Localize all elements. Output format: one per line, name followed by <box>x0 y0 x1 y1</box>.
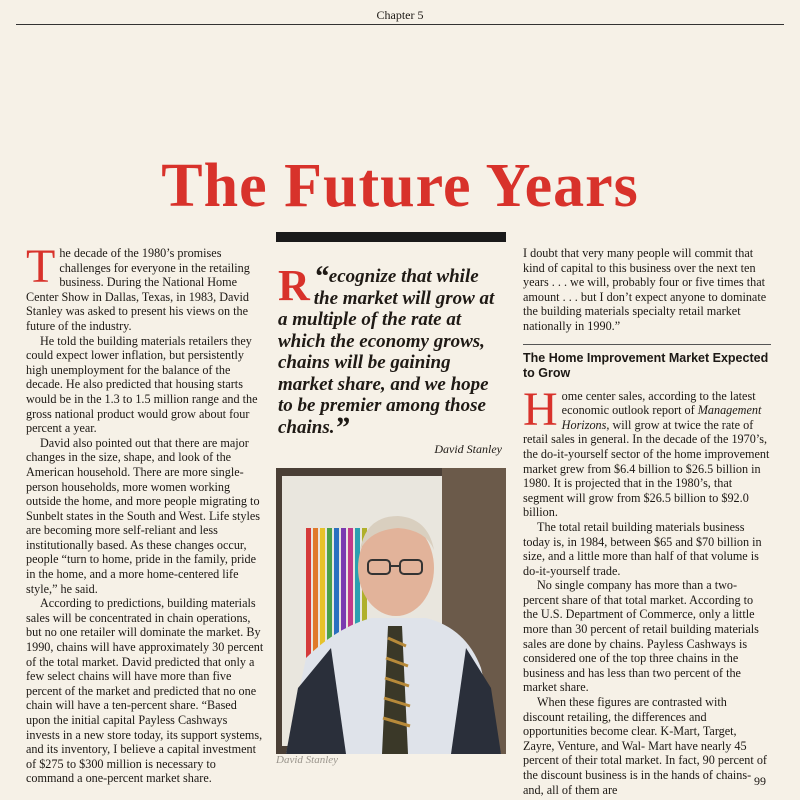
publication-title: Management Horizons, <box>561 403 762 432</box>
drop-cap: H <box>523 382 558 436</box>
page-number: 99 <box>754 774 766 788</box>
photo-caption: David Stanley <box>276 754 339 766</box>
drop-cap: T <box>26 240 56 293</box>
paragraph <box>26 240 264 334</box>
section-rule <box>523 344 771 345</box>
quote-attribution: David Stanley <box>434 442 502 456</box>
paragraph: No single company has more than a two- percent share of that total market. According to the U.S. Department of Commerce, only a little more than 30 percent of retail building materials sales are done by chains. Payless Cashways is considered one of the top three chains in the business and has less than two percent of the market share. <box>523 578 759 695</box>
pull-quote-bar <box>276 232 506 242</box>
paragraph: David also pointed out that there are major changes in the size, shape, and look of the American household. There are more single-person households, more women working outside the home, and more people migrating to Sunbelt states in the South and West. Life styles are becoming more self-reliant and less institutionally based. As these changes occur, people “turn to home, pride in the family, pride in the home, and a more home-centered life style,” he said. <box>26 435 261 596</box>
pull-quote <box>278 260 502 444</box>
header-rule <box>16 24 784 25</box>
close-quote-mark: ” <box>334 410 350 444</box>
quote-initial: R <box>278 261 310 310</box>
quote-text: ecognize that while the market will grow at a multiple of the rate at which the economy grows, chains will be gaining market share, and we hope to be premier among those chains. <box>278 266 495 438</box>
paragraph: I doubt that very many people will commit that kind of capital to this business over the next ten years . . . we will, probably four or five times that amount . . . but I don’t expect anyone to dominate the building materials specialty retail market nationally in 1990.” <box>523 246 767 333</box>
paragraph-text: will grow at twice the rate of retail sales in general. In the decade of the 1970’s, the do-it-yourself sector of the home improvement market grew from $6.4 billion to $26.5 billion in 1980. It is projected that in the 1980’s, that segment will grow from $26.5 billion to $92.0 billion. <box>523 417 770 520</box>
paragraph: According to predictions, building materials sales will be concentrated in chain operations, but no one retailer will dominate the market. By 1990, chains will have approximately 30 percent of the total market. David predicted that only a few select chains will have more than five percent of the market and predicted that no one chain will have a ten-percent share. “Based upon the initial capital Payless Cashways invests in a new store today, its support systems, and its inventory, I believe a capital investment of $275 to $300 million is necessary to command a one-percent market share. <box>26 596 264 786</box>
chapter-header: Chapter 5 <box>376 8 424 22</box>
paragraph-text: ome center sales, according to the latest economic outlook report of <box>561 388 756 418</box>
paragraph: When these figures are contrasted with discount retailing, the differences and opportunities become clear. K-Mart, Target, Zayre, Venture, and Wal- Mart have nearly 45 percent of their total market. In fact, 90 percent of the discount business is in the hands of chains-and, all of them are <box>523 695 767 797</box>
paragraph-text: he decade of the 1980’s promises challenges for everyone in the retailing business. During the National Home Center Show in Dallas, Texas, in 1983, David Stanley was asked to present his views on the future of the industry. <box>26 246 250 333</box>
open-quote-mark: “ <box>313 260 329 293</box>
paragraph: He told the building materials retailers they could expect lower inflation, but persistently high unemployment for the balance of the decade. He also predicted that housing starts would be in the 1.3 to 1.5 million range and the gross national product would grow about four percent a year. <box>26 333 258 436</box>
column-left <box>26 240 264 786</box>
page-title: The Future Years <box>161 152 639 220</box>
section-heading: The Home Improvement Market Expected to Grow <box>523 350 769 380</box>
paragraph <box>523 382 771 520</box>
portrait-illustration <box>276 468 506 754</box>
column-right <box>523 246 771 797</box>
paragraph: The total retail building materials business today is, in 1984, between $65 and $70 billion in size, and a little more than half of that volume is do-it-yourself trade. <box>523 519 762 578</box>
portrait-photo <box>276 468 506 754</box>
